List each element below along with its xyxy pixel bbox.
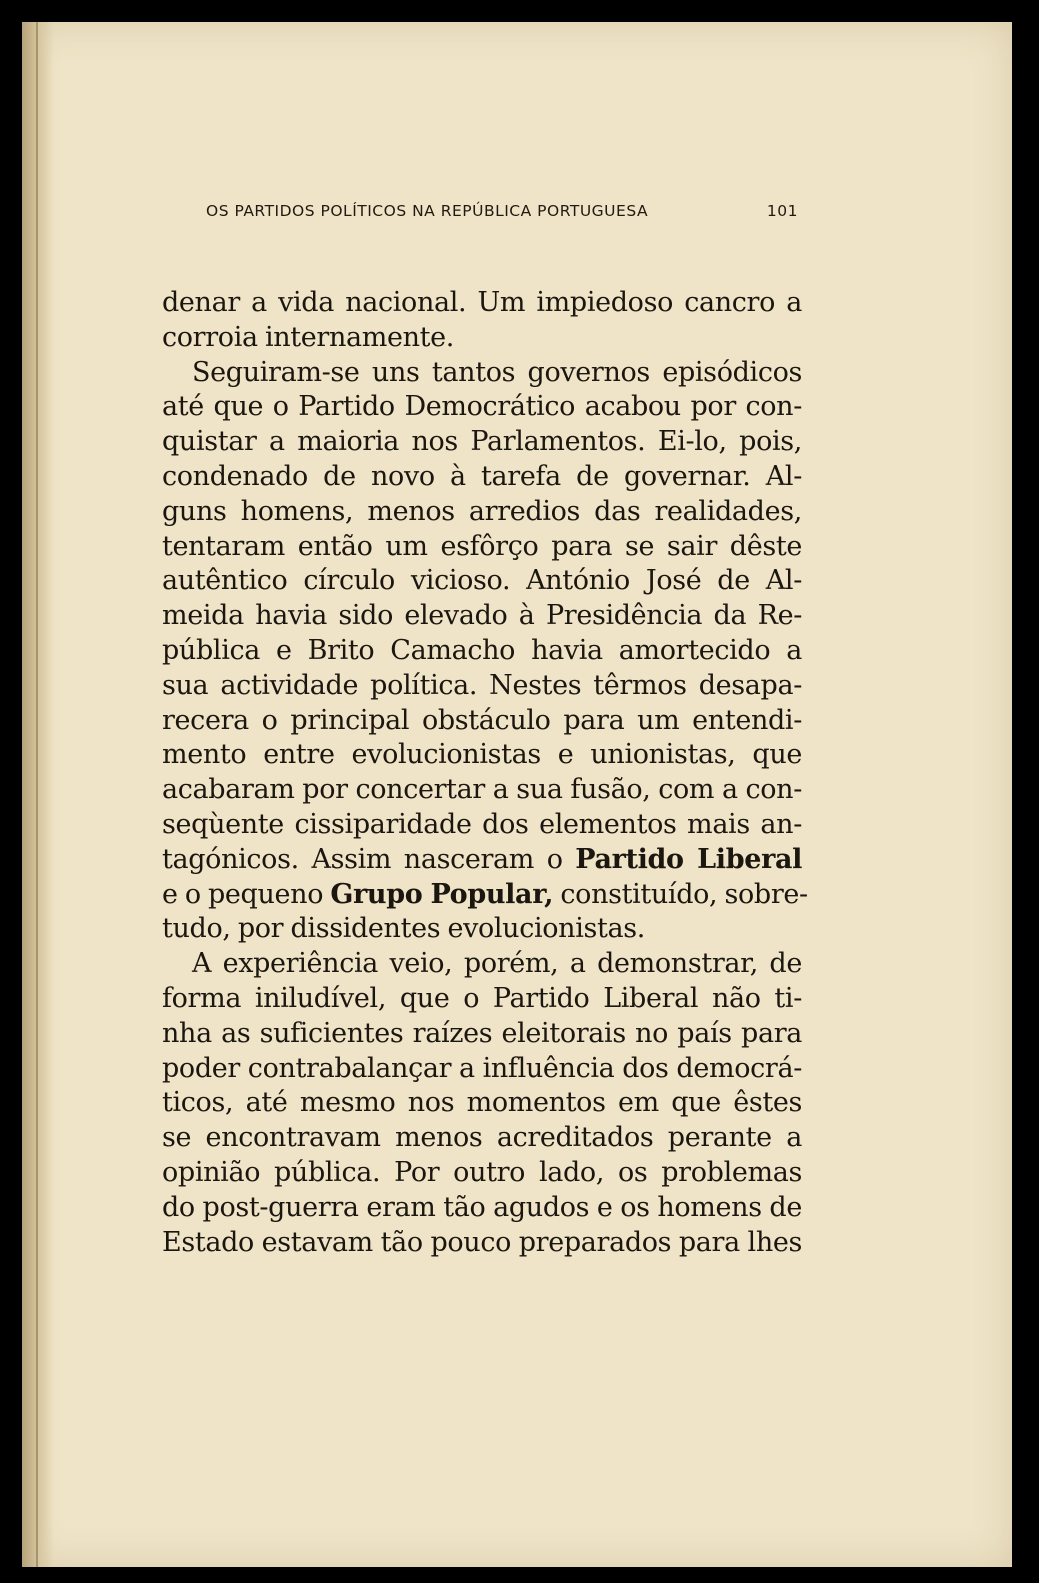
bold-term: Grupo Popular,: [330, 878, 554, 910]
text-run: tagónicos. Assim nasceram o: [162, 843, 576, 875]
text-line: [162, 669, 802, 704]
text-run: A experiência veio, porém, a demonstrar, de: [192, 948, 802, 980]
text-line: [162, 1226, 802, 1261]
text-run: corroia internamente.: [162, 321, 455, 353]
text-run: autêntico círculo vicioso. António José de Al-: [162, 565, 802, 597]
text-line: [162, 564, 802, 599]
bold-term: Partido Liberal: [575, 843, 802, 875]
text-run: guns homens, menos arredios das realidades,: [162, 495, 802, 527]
text-line: [162, 1191, 802, 1226]
text-line: [162, 878, 808, 913]
text-line: [162, 321, 802, 356]
text-run: opinião pública. Por outro lado, os problemas: [162, 1156, 802, 1188]
text-run: e o pequeno: [162, 878, 331, 910]
text-run: seqùente cissiparidade dos elementos mais an-: [162, 808, 802, 840]
text-run: quistar a maioria nos Parlamentos. Ei-lo, pois,: [162, 426, 802, 458]
text-line: [162, 460, 802, 495]
text-run: denar a vida nacional. Um impiedoso cancro a: [162, 287, 802, 318]
text-run: tudo, por dissidentes evolucionistas.: [162, 913, 645, 945]
text-line: [162, 286, 802, 321]
text-run: recera o principal obstáculo para um entendi-: [162, 704, 802, 736]
text-line: [162, 1052, 802, 1087]
text-line: [162, 1086, 802, 1121]
text-line: [162, 1121, 802, 1156]
text-line: [162, 704, 802, 739]
text-run: poder contrabalançar a influência dos democrá-: [162, 1052, 802, 1084]
text-run: Estado estavam tão pouco preparados para lhes: [162, 1226, 802, 1258]
text-run: até que o Partido Democrático acabou por con-: [162, 391, 802, 423]
text-run: sua actividade política. Nestes têrmos desapa-: [162, 669, 802, 701]
text-line: [162, 843, 802, 878]
text-line: [162, 356, 802, 391]
text-run: do post-guerra eram tão agudos e os homens de: [162, 1191, 802, 1223]
text-run: forma iniludível, que o Partido Liberal não ti-: [162, 982, 802, 1014]
text-line: [162, 599, 802, 634]
text-line: [162, 773, 802, 808]
binding-crease: [36, 22, 38, 1567]
text-line: [162, 982, 802, 1017]
book-page: [22, 22, 1012, 1567]
running-head-title: OS PARTIDOS POLÍTICOS NA REPÚBLICA PORTUGUESA: [206, 202, 649, 220]
text-run: meida havia sido elevado à Presidência da Re-: [162, 600, 802, 632]
text-line: [162, 495, 802, 530]
text-line: [162, 1017, 802, 1052]
text-run: ticos, até mesmo nos momentos em que êstes: [162, 1087, 802, 1119]
text-line: [162, 1156, 802, 1191]
text-line: [162, 947, 802, 982]
page-number: 101: [766, 202, 798, 220]
text-run: constituído, sobre-: [553, 878, 808, 910]
text-line: [162, 738, 802, 773]
text-run: nha as suficientes raízes eleitorais no país para: [162, 1017, 802, 1049]
text-line: [162, 530, 802, 565]
text-line: [162, 425, 802, 460]
text-line: [162, 912, 802, 947]
text-run: Seguiram-se uns tantos governos episódicos: [192, 356, 802, 388]
body-text: [162, 286, 808, 1260]
text-line: [162, 390, 802, 425]
text-run: se encontravam menos acreditados perante a: [162, 1122, 802, 1154]
page-binding-edge: [22, 22, 54, 1567]
text-run: tentaram então um esfôrço para se sair dêste: [162, 530, 802, 562]
text-run: pública e Brito Camacho havia amortecido a: [162, 634, 802, 666]
text-run: acabaram por concertar a sua fusão, com a con-: [162, 774, 802, 806]
text-line: [162, 634, 802, 669]
text-run: condenado de novo à tarefa de governar. Al-: [162, 460, 802, 492]
text-line: [162, 808, 802, 843]
text-run: mento entre evolucionistas e unionistas, que: [162, 739, 802, 771]
